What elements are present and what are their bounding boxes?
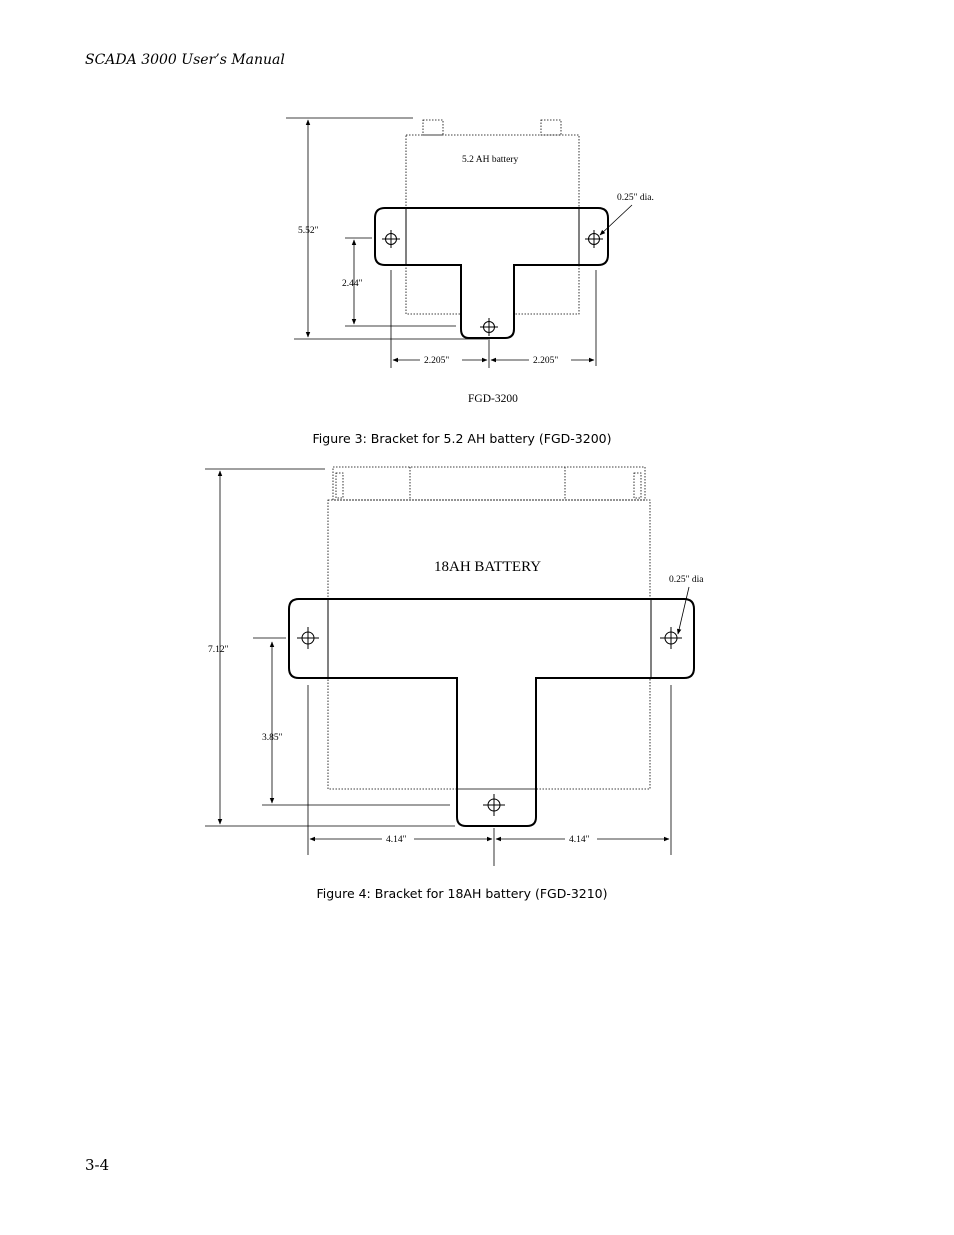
fig4-bracket — [289, 599, 694, 826]
figure-4-caption: Figure 4: Bracket for 18AH battery (FGD-3210) — [316, 886, 608, 901]
page-header-title: SCADA 3000 User’s Manual — [85, 52, 285, 68]
fig3-hole-label: 0.25" dia. — [617, 193, 654, 203]
fig3-part-number: FGD-3200 — [468, 393, 518, 405]
fig3-height-overall-label: 5.52" — [298, 226, 319, 236]
fig3-height-hole-label: 2.44" — [342, 279, 363, 289]
fig4-width-left-label: 4.14" — [386, 835, 407, 845]
page-number: 3-4 — [85, 1156, 110, 1174]
fig3-width-right-label: 2.205" — [533, 356, 559, 366]
fig3-width-left-label: 2.205" — [424, 356, 450, 366]
fig4-height-overall-label: 7.12" — [208, 645, 229, 655]
fig4-hole-label: 0.25" dia — [669, 575, 704, 585]
fig4-width-right-label: 4.14" — [569, 835, 590, 845]
fig4-battery-label: 18AH BATTERY — [434, 559, 542, 575]
figure-3-caption: Figure 3: Bracket for 5.2 AH battery (FGD-3200) — [312, 431, 612, 446]
fig3-battery-label: 5.2 AH battery — [462, 155, 519, 165]
fig4-height-hole-label: 3.85" — [262, 733, 283, 743]
